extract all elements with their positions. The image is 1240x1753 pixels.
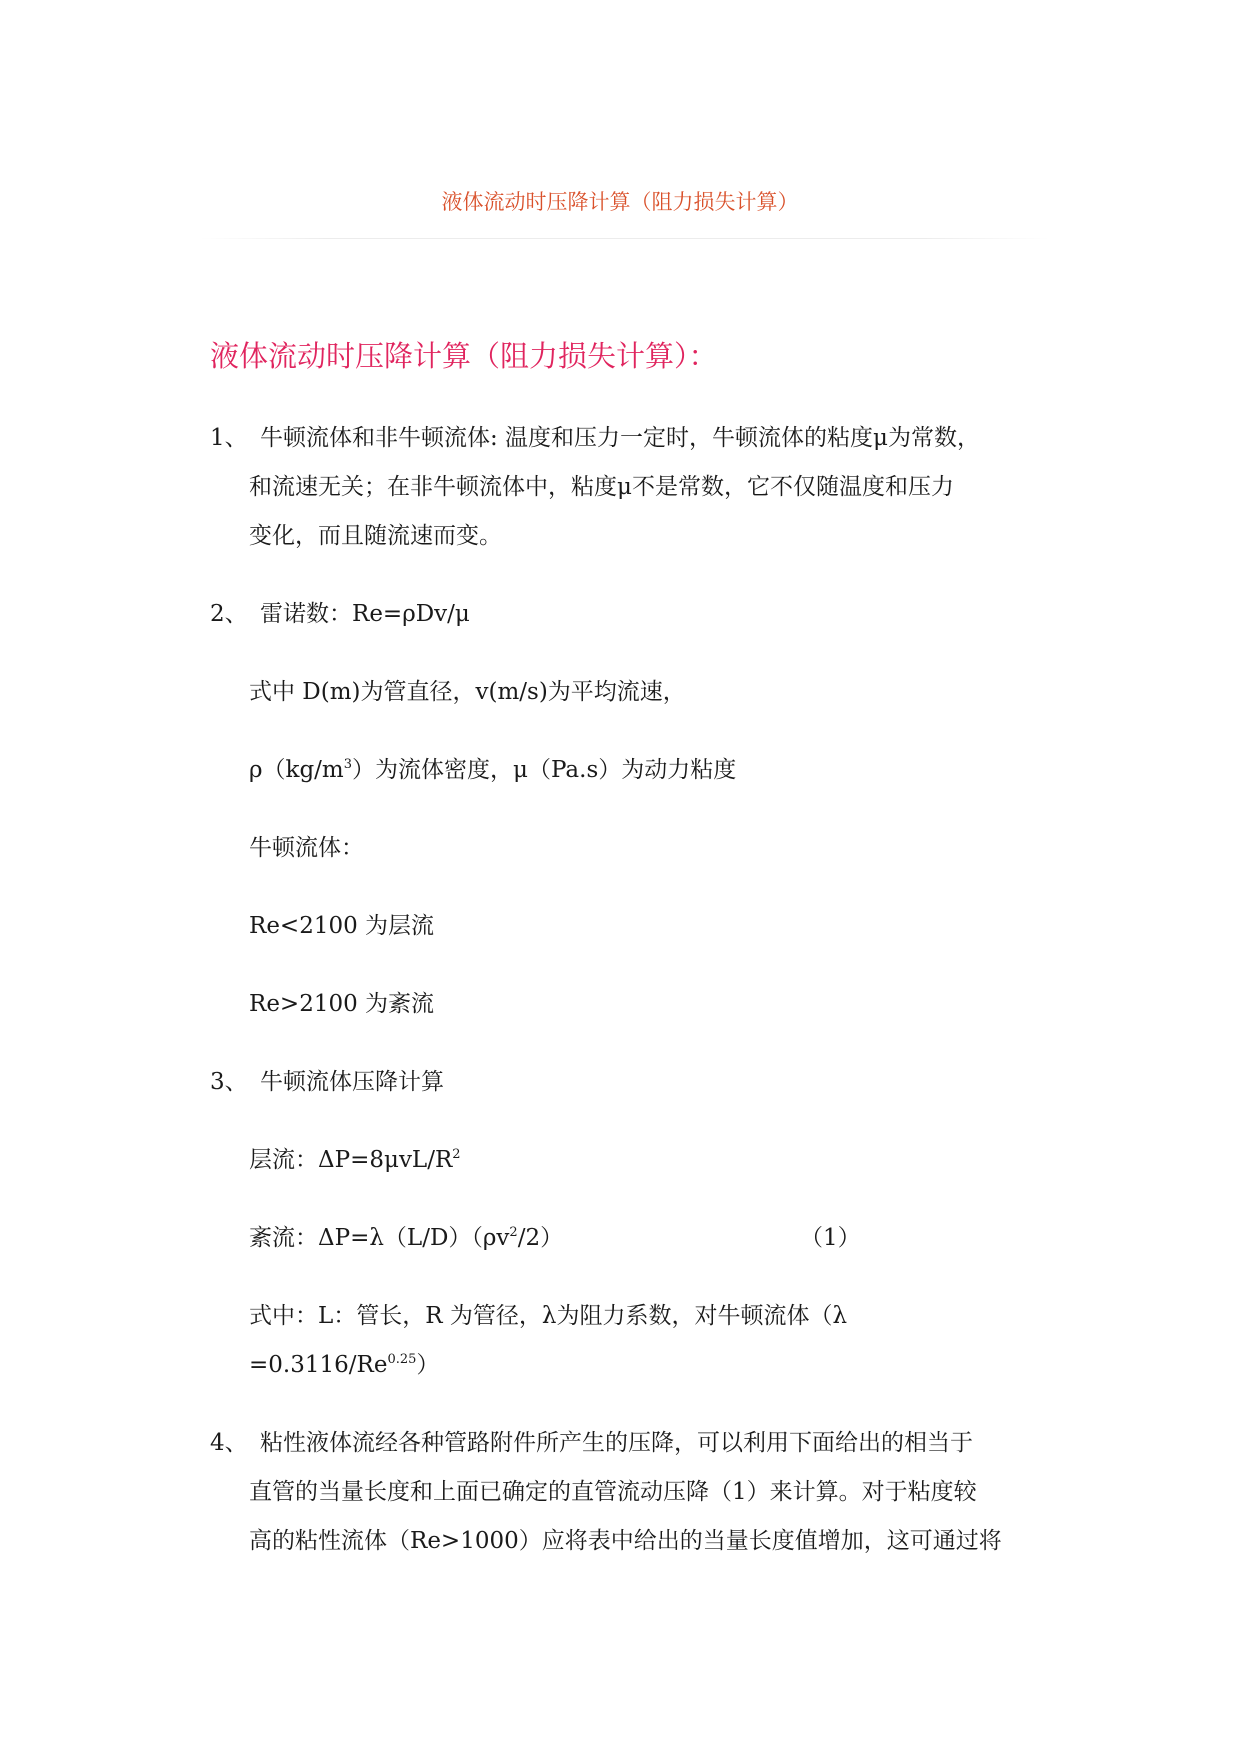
document-header-title: 液体流动时压降计算（阻力损失计算）	[441, 190, 799, 214]
reynolds-where-line-2: $\rho(kg/m^3)$为流体密度，μ（Pa.s）为动力粘度	[249, 757, 737, 783]
item-4-line-2: 直管的当量长度和上面已确定的直管流动压降（1）来计算。对于粘度较	[249, 1479, 977, 1505]
item-3-title: 牛顿流体压降计算	[260, 1069, 444, 1095]
header-divider	[200, 238, 1050, 239]
item-4-line-3: 高的粘性流体（Re>1000）应将表中给出的当量长度值增加，这可通过将	[249, 1528, 1002, 1554]
item-2-title: 雷诺数：Re=ρDv/μ	[260, 601, 470, 627]
item-1-line-3: 变化，而且随流速而变。	[249, 523, 502, 549]
formula-note-line-1: 式中：L：管长，R 为管径，λ为阻力系数，对牛顿流体（λ	[249, 1303, 848, 1329]
item-1-line-1: 牛顿流体和非牛顿流体: 温度和压力一定时，牛顿流体的粘度μ为常数，	[260, 425, 981, 451]
newtonian-fluid-label: 牛顿流体：	[249, 835, 364, 861]
main-heading: 液体流动时压降计算（阻力损失计算）：	[210, 339, 718, 373]
turbulent-pressure-drop-formula: 紊流：$\Delta P=\lambda(L/D)(\rho v^2/2)$	[249, 1225, 564, 1251]
formula-note-line-2: $=0.3116/Re^{0.25}$）	[249, 1352, 440, 1378]
laminar-pressure-drop-formula: 层流：$\Delta P=8\mu vL/R^2$	[249, 1147, 461, 1173]
item-3-number: 3、	[210, 1069, 248, 1095]
item-2-number: 2、	[210, 601, 248, 627]
item-4-number: 4、	[210, 1430, 248, 1456]
item-1-number: 1、	[210, 425, 248, 451]
laminar-criterion: Re<2100 为层流	[249, 913, 435, 939]
item-1-line-2: 和流速无关；在非牛顿流体中，粘度μ不是常数，它不仅随温度和压力	[249, 474, 954, 500]
reynolds-where-line-1: 式中 D(m)为管直径，v(m/s)为平均流速，	[249, 679, 686, 705]
turbulent-criterion: Re>2100 为紊流	[249, 991, 435, 1017]
equation-number: （1）	[800, 1225, 861, 1251]
item-4-line-1: 粘性液体流经各种管路附件所产生的压降，可以利用下面给出的相当于	[260, 1430, 973, 1456]
